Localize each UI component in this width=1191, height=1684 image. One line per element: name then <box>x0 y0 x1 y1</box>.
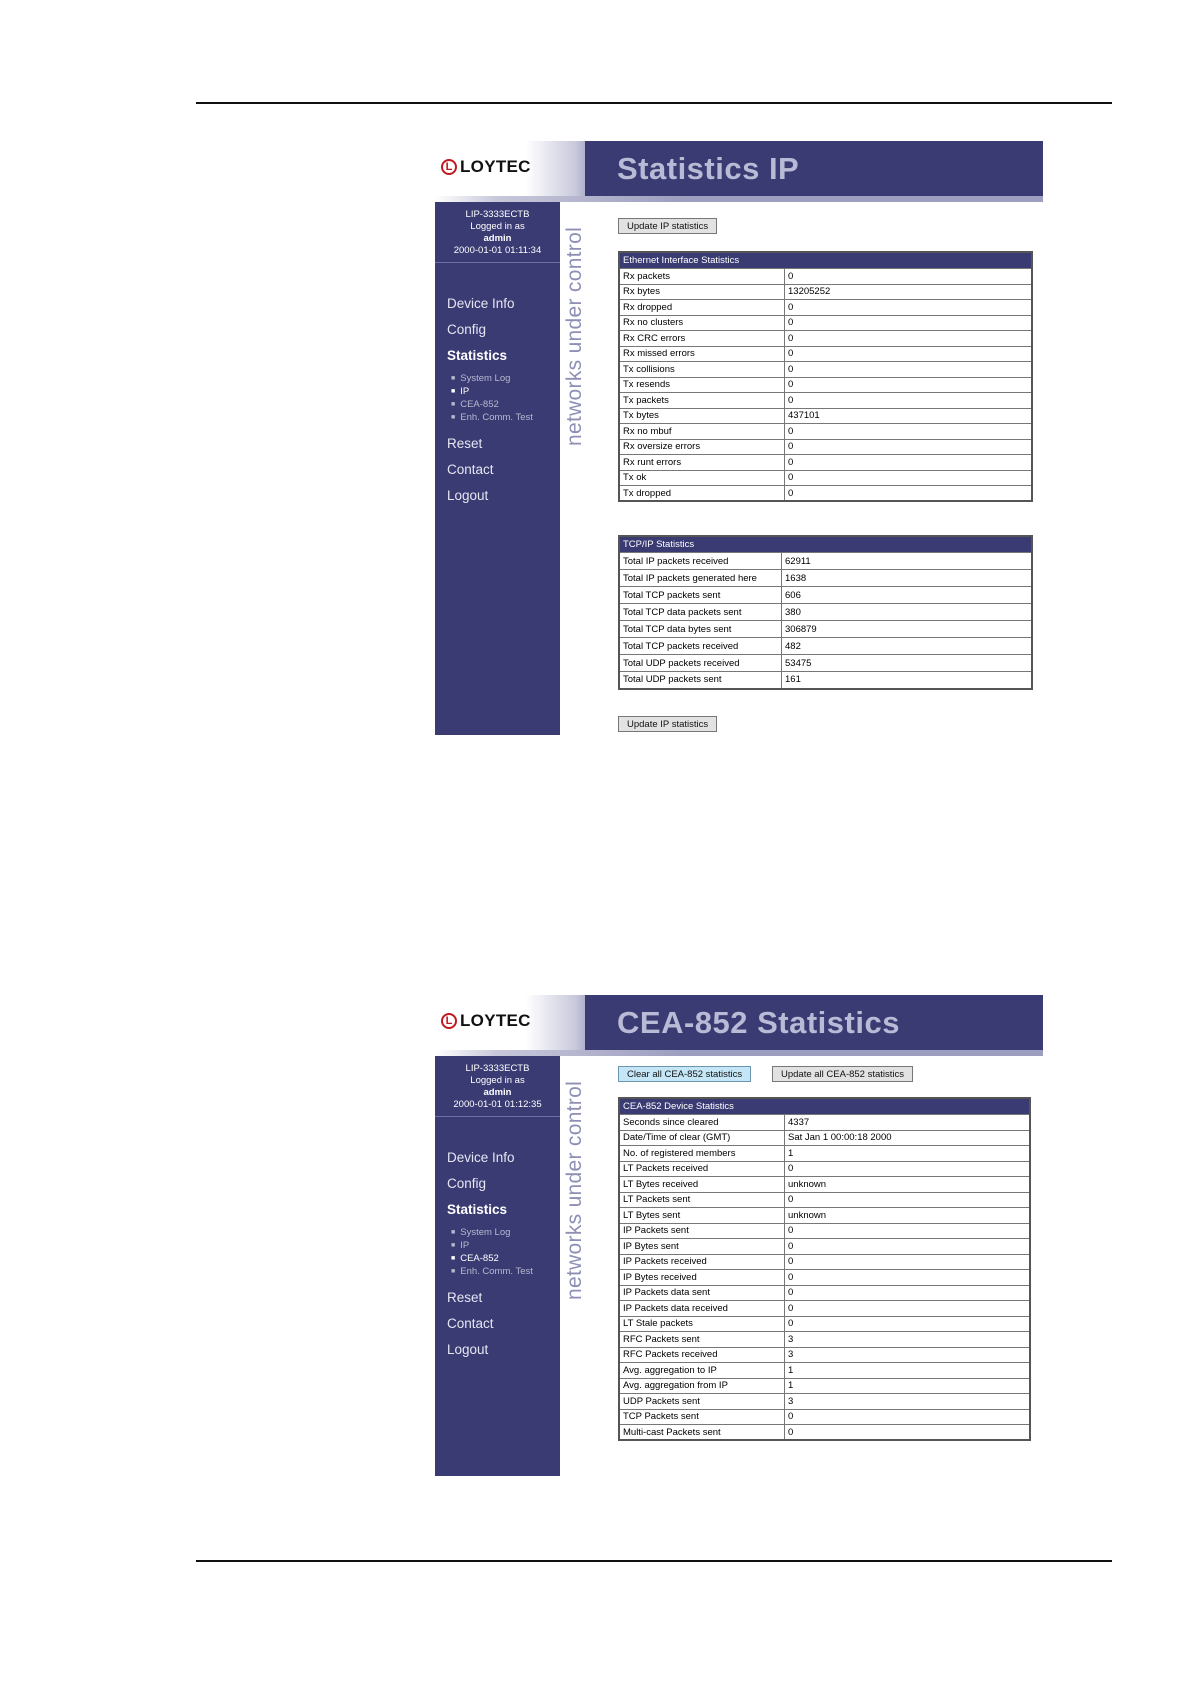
sidebar <box>435 1056 560 1476</box>
table-row <box>619 424 1032 440</box>
nav-config[interactable]: Config <box>447 322 487 337</box>
table-row <box>619 1363 1030 1379</box>
table-row <box>619 1192 1030 1208</box>
subnav-cea-852[interactable]: ■ CEA-852 <box>451 399 560 412</box>
update-ip-statistics-button[interactable]: Update IP statistics <box>618 218 717 234</box>
stat-value: 0 <box>785 393 1033 409</box>
table-row <box>619 1254 1030 1270</box>
stat-value: 62911 <box>782 553 1033 570</box>
table-row <box>619 1130 1030 1146</box>
user-info <box>435 202 560 263</box>
table-row <box>619 638 1032 655</box>
table-row <box>619 1316 1030 1332</box>
stat-label: LT Packets received <box>619 1161 785 1177</box>
table-row <box>619 1347 1030 1363</box>
stat-value: 0 <box>785 1223 1031 1239</box>
stat-value: 0 <box>785 486 1033 502</box>
table-row <box>619 408 1032 424</box>
nav-reset[interactable]: Reset <box>447 436 483 451</box>
stat-value: 0 <box>785 1285 1031 1301</box>
table-row <box>619 1115 1030 1131</box>
stat-label: Rx no clusters <box>619 315 785 331</box>
device-name: LIP-3333ECTB <box>465 209 530 220</box>
nav-statistics[interactable]: Statistics <box>447 348 508 363</box>
table-row <box>619 470 1032 486</box>
loytec-logo-icon: L <box>441 159 457 175</box>
subnav-enh-comm-test[interactable]: ■ Enh. Comm. Test <box>451 1266 560 1279</box>
stat-label: Total UDP packets received <box>619 655 782 672</box>
clear-cea852-statistics-button[interactable]: Clear all CEA-852 statistics <box>618 1066 751 1082</box>
stat-label: Multi-cast Packets sent <box>619 1425 785 1441</box>
table-row <box>619 1239 1030 1255</box>
table-row <box>619 1409 1030 1425</box>
ethernet-statistics-table <box>618 251 1033 502</box>
stat-label: Rx no mbuf <box>619 424 785 440</box>
stat-value: 380 <box>782 604 1033 621</box>
stat-value: 0 <box>785 1425 1031 1441</box>
stat-label: Seconds since cleared <box>619 1115 785 1131</box>
stat-value: Sat Jan 1 00:00:18 2000 <box>785 1130 1031 1146</box>
table-row <box>619 393 1032 409</box>
loytec-logo-icon: L <box>441 1013 457 1029</box>
stat-value: 1 <box>785 1146 1031 1162</box>
subnav-cea-852[interactable]: ■ CEA-852 <box>451 1253 560 1266</box>
nav-menu <box>435 1117 560 1363</box>
footer-rule <box>196 1560 1112 1562</box>
stat-value: 0 <box>785 1161 1031 1177</box>
loytec-logo: L LOYTEC <box>441 1011 531 1031</box>
stat-value: 1638 <box>782 570 1033 587</box>
device-datetime: 2000-01-01 01:11:34 <box>453 245 542 256</box>
screenshot-cea852-statistics <box>435 995 1043 1475</box>
stat-label: Rx oversize errors <box>619 439 785 455</box>
stat-value: 0 <box>785 1301 1031 1317</box>
table-row <box>619 269 1032 285</box>
subnav-ip[interactable]: ■ IP <box>451 386 560 399</box>
stat-label: IP Packets data received <box>619 1301 785 1317</box>
stat-value: 0 <box>785 300 1033 316</box>
subnav-enh-comm-test[interactable]: ■ Enh. Comm. Test <box>451 412 560 425</box>
stat-value: 0 <box>785 346 1033 362</box>
tagline-vertical: networks under control <box>563 1080 586 1300</box>
header-rule <box>196 102 1112 104</box>
table-row <box>619 315 1032 331</box>
tagline-vertical: networks under control <box>563 226 586 446</box>
stat-value: 0 <box>785 1409 1031 1425</box>
stat-label: Avg. aggregation from IP <box>619 1378 785 1394</box>
stat-value: 0 <box>785 1254 1031 1270</box>
nav-device-info[interactable]: Device Info <box>447 296 515 311</box>
stat-value: 3 <box>785 1394 1031 1410</box>
nav-reset[interactable]: Reset <box>447 1290 483 1305</box>
stat-label: Total TCP data bytes sent <box>619 621 782 638</box>
table-row <box>619 346 1032 362</box>
stat-label: LT Packets sent <box>619 1192 785 1208</box>
nav-statistics[interactable]: Statistics <box>447 1202 508 1217</box>
stat-label: Tx dropped <box>619 486 785 502</box>
subnav-system-log[interactable]: ■ System Log <box>451 1227 560 1240</box>
stat-value: 53475 <box>782 655 1033 672</box>
table-row <box>619 1425 1030 1441</box>
stat-label: Total IP packets generated here <box>619 570 782 587</box>
stat-value: 0 <box>785 377 1033 393</box>
stat-value: 482 <box>782 638 1033 655</box>
stat-label: IP Packets sent <box>619 1223 785 1239</box>
table-title: CEA-852 Device Statistics <box>619 1098 1030 1115</box>
stat-value: 13205252 <box>785 284 1033 300</box>
stat-value: 306879 <box>782 621 1033 638</box>
table-row <box>619 1301 1030 1317</box>
stat-value: 0 <box>785 455 1033 471</box>
stat-value: 3 <box>785 1332 1031 1348</box>
table-row <box>619 1161 1030 1177</box>
stat-value: 0 <box>785 1316 1031 1332</box>
stat-label: Rx runt errors <box>619 455 785 471</box>
stat-label: RFC Packets sent <box>619 1332 785 1348</box>
stat-label: Tx packets <box>619 393 785 409</box>
stat-label: Total TCP packets received <box>619 638 782 655</box>
nav-statistics-submenu <box>447 373 560 425</box>
stat-label: Rx dropped <box>619 300 785 316</box>
user-info <box>435 1056 560 1117</box>
stat-label: Avg. aggregation to IP <box>619 1363 785 1379</box>
stat-label: LT Bytes sent <box>619 1208 785 1224</box>
stat-label: TCP Packets sent <box>619 1409 785 1425</box>
stat-label: UDP Packets sent <box>619 1394 785 1410</box>
stat-value: 1 <box>785 1363 1031 1379</box>
stat-label: No. of registered members <box>619 1146 785 1162</box>
stat-value: 0 <box>785 1192 1031 1208</box>
stat-label: Total IP packets received <box>619 553 782 570</box>
sidebar <box>435 202 560 735</box>
subnav-ip[interactable]: ■ IP <box>451 1240 560 1253</box>
nav-config[interactable]: Config <box>447 1176 487 1191</box>
stat-value: 0 <box>785 331 1033 347</box>
table-row <box>619 570 1032 587</box>
nav-contact[interactable]: Contact <box>447 1316 494 1331</box>
stat-value: 0 <box>785 315 1033 331</box>
stat-value: 0 <box>785 439 1033 455</box>
stat-label: IP Packets data sent <box>619 1285 785 1301</box>
update-ip-statistics-button-bottom[interactable]: Update IP statistics <box>618 716 717 732</box>
tcpip-statistics-table <box>618 535 1033 690</box>
cea852-device-statistics-table <box>618 1097 1031 1441</box>
table-row <box>619 1223 1030 1239</box>
stat-label: Rx missed errors <box>619 346 785 362</box>
user-name: admin <box>483 1087 512 1098</box>
stat-value: 0 <box>785 362 1033 378</box>
nav-menu <box>435 263 560 509</box>
table-row <box>619 439 1032 455</box>
table-row <box>619 455 1032 471</box>
stat-value: 0 <box>785 424 1033 440</box>
table-row <box>619 300 1032 316</box>
stat-value: unknown <box>785 1208 1031 1224</box>
stat-label: RFC Packets received <box>619 1347 785 1363</box>
stat-label: Total TCP packets sent <box>619 587 782 604</box>
stat-value: 437101 <box>785 408 1033 424</box>
device-datetime: 2000-01-01 01:12:35 <box>453 1099 542 1110</box>
stat-value: 161 <box>782 672 1033 689</box>
table-row <box>619 1394 1030 1410</box>
logged-in-label: Logged in as <box>470 221 525 232</box>
stat-label: Total UDP packets sent <box>619 672 782 689</box>
stat-value: 0 <box>785 269 1033 285</box>
stat-value: 0 <box>785 1239 1031 1255</box>
subnav-system-log[interactable]: ■ System Log <box>451 373 560 386</box>
table-row <box>619 1208 1030 1224</box>
stat-value: unknown <box>785 1177 1031 1193</box>
stat-label: Tx resends <box>619 377 785 393</box>
table-row <box>619 672 1032 689</box>
table-title: TCP/IP Statistics <box>619 536 1032 553</box>
stat-label: Date/Time of clear (GMT) <box>619 1130 785 1146</box>
table-row <box>619 1378 1030 1394</box>
update-cea852-statistics-button[interactable]: Update all CEA-852 statistics <box>772 1066 913 1082</box>
stat-label: Tx ok <box>619 470 785 486</box>
nav-contact[interactable]: Contact <box>447 462 494 477</box>
stat-label: Tx bytes <box>619 408 785 424</box>
stat-label: IP Bytes received <box>619 1270 785 1286</box>
stat-label: IP Bytes sent <box>619 1239 785 1255</box>
nav-statistics-submenu <box>447 1227 560 1279</box>
nav-logout[interactable]: Logout <box>447 1342 489 1357</box>
stat-label: Total TCP data packets sent <box>619 604 782 621</box>
table-row <box>619 377 1032 393</box>
page-title: Statistics IP <box>617 151 800 186</box>
stat-label: IP Packets received <box>619 1254 785 1270</box>
user-name: admin <box>483 233 512 244</box>
nav-device-info[interactable]: Device Info <box>447 1150 515 1165</box>
table-row <box>619 331 1032 347</box>
stat-value: 4337 <box>785 1115 1031 1131</box>
stat-value: 606 <box>782 587 1033 604</box>
screenshot-statistics-ip <box>435 141 1043 735</box>
table-row <box>619 284 1032 300</box>
table-row <box>619 553 1032 570</box>
stat-label: LT Stale packets <box>619 1316 785 1332</box>
stat-label: Rx CRC errors <box>619 331 785 347</box>
table-row <box>619 486 1032 502</box>
logged-in-label: Logged in as <box>470 1075 525 1086</box>
table-row <box>619 621 1032 638</box>
table-row <box>619 655 1032 672</box>
table-row <box>619 587 1032 604</box>
stat-value: 0 <box>785 1270 1031 1286</box>
stat-value: 1 <box>785 1378 1031 1394</box>
banner <box>435 141 1043 201</box>
stat-label: LT Bytes received <box>619 1177 785 1193</box>
stat-value: 3 <box>785 1347 1031 1363</box>
device-name: LIP-3333ECTB <box>465 1063 530 1074</box>
nav-logout[interactable]: Logout <box>447 488 489 503</box>
stat-label: Rx packets <box>619 269 785 285</box>
table-row <box>619 1270 1030 1286</box>
table-title: Ethernet Interface Statistics <box>619 252 1032 269</box>
page-title: CEA-852 Statistics <box>617 1005 900 1040</box>
stat-value: 0 <box>785 470 1033 486</box>
table-row <box>619 362 1032 378</box>
table-row <box>619 1332 1030 1348</box>
table-row <box>619 1285 1030 1301</box>
table-row <box>619 604 1032 621</box>
table-row <box>619 1146 1030 1162</box>
stat-label: Tx collisions <box>619 362 785 378</box>
loytec-logo: L LOYTEC <box>441 157 531 177</box>
table-row <box>619 1177 1030 1193</box>
stat-label: Rx bytes <box>619 284 785 300</box>
banner <box>435 995 1043 1055</box>
